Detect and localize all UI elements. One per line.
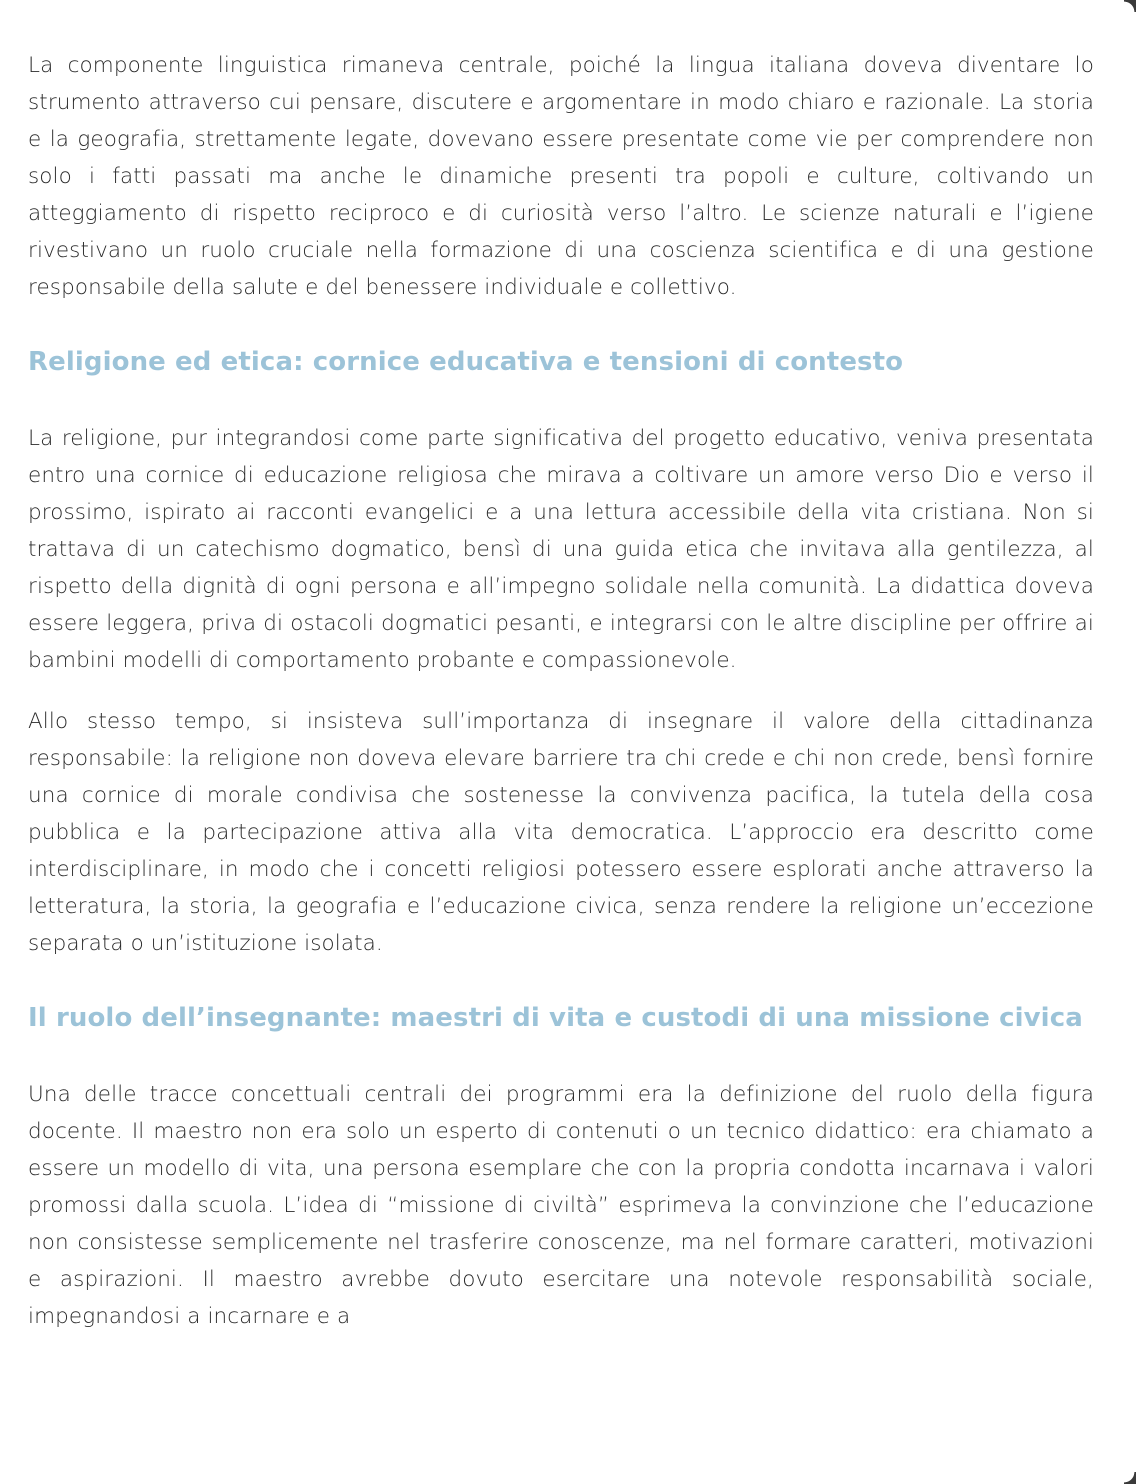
paragraph-religion-framework: La religione, pur integrandosi come parte significativa del progetto educativo, veniva presentata entro una cornice di educazione religiosa che mirava a coltivare un amore verso Dio e verso il prossimo, ispirato ai racconti evangelici e a una lettura accessibile della vita cristiana. Non si trattava di un catechismo dogmatico, bensì di una guida etica che invitava alla gentilezza, al rispetto della dignità di ogni persona e all’impegno solidale nella comunità. La didattica doveva essere leggera, priva di ostacoli dogmatici pesanti, e integrarsi con le altre discipline per offrire ai bambini modelli di comportamento probante e compassionevole. — [28, 426, 1094, 673]
page-corner-bottom — [1124, 1472, 1136, 1484]
paragraph-citizenship: Allo stesso tempo, si insisteva sull’importanza di insegnare il valore della cittadinanza responsabile: la religione non doveva elevare barriere tra chi crede e chi non crede, bensì fornire una cornice di morale condivisa che sostenesse la convivenza pacifica, la tutela della cosa pubblica e la partecipazione attiva alla vita democratica. L’approccio era descritto come interdisciplinare, in modo che i concetti religiosi potessero essere esplorati anche attraverso la letteratura, la storia, la geografia e l’educazione civica, senza rendere la religione un’eccezione separata o un’istituzione isolata. — [28, 709, 1094, 956]
paragraph-language-history-science: La componente linguistica rimaneva centrale, poiché la lingua italiana doveva diventare lo strumento attraverso cui pensare, discutere e argomentare in modo chiaro e razionale. La storia e la geografia, strettamente legate, dovevano essere presentate come vie per comprendere non solo i fatti passati ma anche le dinamiche presenti tra popoli e culture, coltivando un atteggiamento di rispetto reciproco e di curiosità verso l’altro. Le scienze naturali e l’igiene rivestivano un ruolo cruciale nella formazione di una coscienza scientifica e di una gestione responsabile della salute e del benessere individuale e collettivo. — [28, 53, 1094, 300]
section-heading-religion-ethics: Religione ed etica: cornice educativa e tensioni di contesto — [28, 347, 904, 377]
page-corner-top — [1124, 0, 1136, 12]
section-heading-teacher-role: Il ruolo dell’insegnante: maestri di vita e custodi di una missione civica — [28, 1003, 1083, 1033]
article-body — [28, 47, 1094, 1359]
paragraph-teacher-mission: Una delle tracce concettuali centrali dei programmi era la definizione del ruolo della figura docente. Il maestro non era solo un esperto di contenuti o un tecnico didattico: era chiamato a essere un modello di vita, una persona esemplare che con la propria condotta incarnava i valori promossi dalla scuola. L’idea di “missione di civiltà” esprimeva la convinzione che l’educazione non consistesse semplicemente nel trasferire conoscenze, ma nel formare caratteri, motivazioni e aspirazioni. Il maestro avrebbe dovuto esercitare una notevole responsabilità sociale, impegnandosi a incarnare e a — [28, 1082, 1094, 1329]
